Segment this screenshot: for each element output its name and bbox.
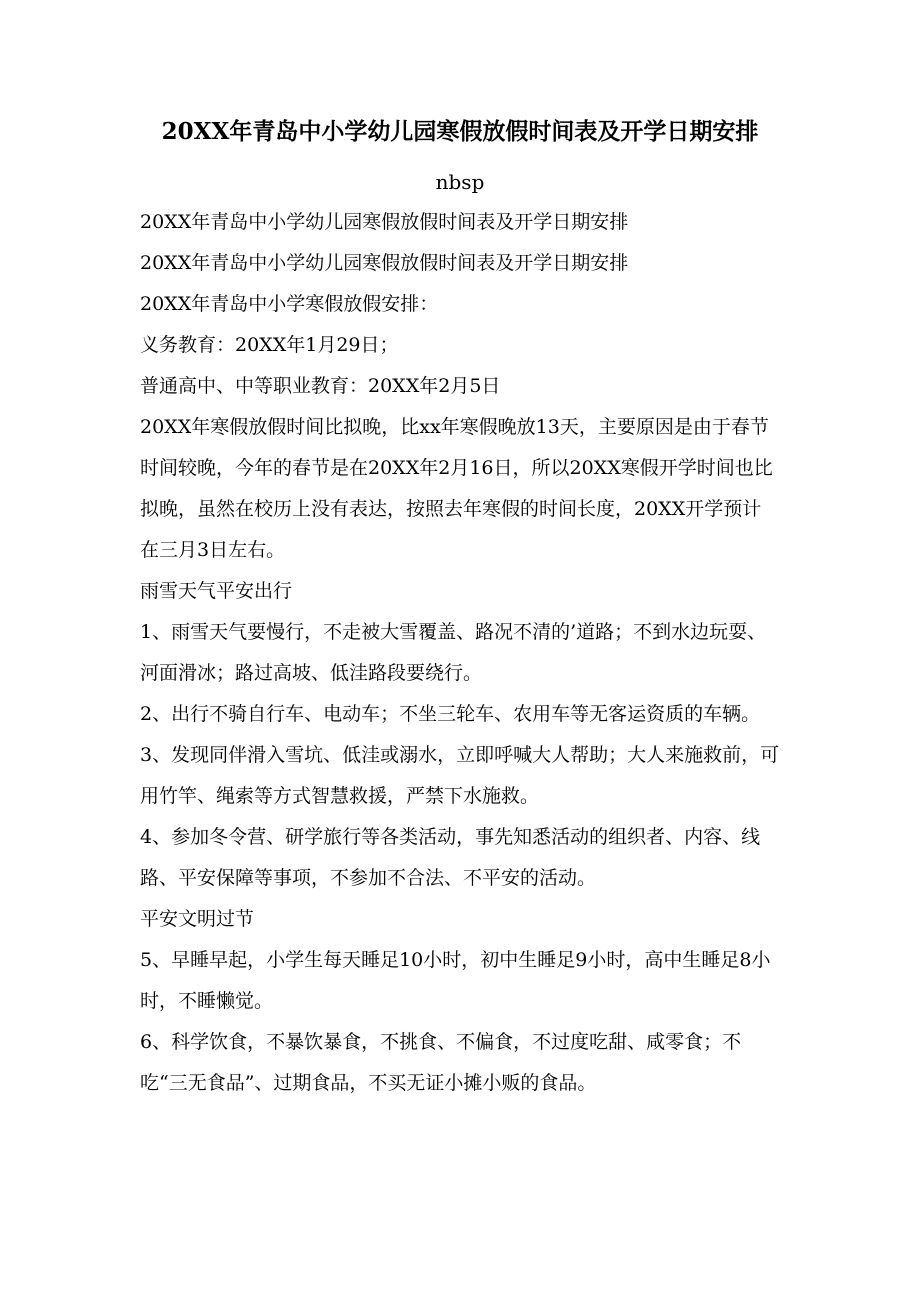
list-item-5: 5、早睡早起，小学生每天睡足10小时，初中生睡足9小时，高中生睡足8小时，不睡懒觉。 [140,949,771,1012]
document-body [140,202,780,1104]
paragraph-repeat-title-2: 20XX年青岛中小学幼儿园寒假放假时间表及开学日期安排 [140,252,629,274]
section-heading-travel-safety: 雨雪天气平安出行 [140,580,293,602]
list-item-6: 6、科学饮食，不暴饮暴食，不挑食、不偏食，不过度吃甜、咸零食；不吃“三无食品”、过期食品，不买无证小摊小贩的食品。 [140,1031,742,1094]
paragraph-schedule-heading: 20XX年青岛中小学寒假放假安排： [140,293,439,315]
list-item-4: 4、参加冬令营、研学旅行等各类活动，事先知悉活动的组织者、内容、线路、平安保障等事项，不参加不合法、不平安的活动。 [140,826,761,889]
paragraph-compulsory-education: 义务教育：20XX年1月29日； [140,334,399,356]
list-item-1: 1、雨雪天气要慢行，不走被大雪覆盖、路况不清的’道路；不到水边玩耍、河面滑冰；路过高坡、低洼路段要绕行。 [140,621,767,684]
paragraph-repeat-title-1: 20XX年青岛中小学幼儿园寒假放假时间表及开学日期安排 [140,211,629,233]
document-subtitle: nbsp [435,170,485,194]
document-title: 20XX年青岛中小学幼儿园寒假放假时间表及开学日期安排 [161,118,759,145]
paragraph-high-school: 普通高中、中等职业教育：20XX年2月5日 [140,375,501,397]
section-heading-holiday-safety: 平安文明过节 [140,908,255,930]
list-item-3: 3、发现同伴滑入雪坑、低洼或溺水，立即呼喊大人帮助；大人来施救前，可用竹竿、绳索等方式智慧救援，严禁下水施救。 [140,744,780,807]
paragraph-explanation: 20XX年寒假放假时间比拟晚，比xx年寒假晚放13天，主要原因是由于春节时间较晚，今年的春节是在20XX年2月16日，所以20XX寒假开学时间也比拟晚，虽然在校历上没有表达，按照去年寒假的时间长度，20XX开学预计在三月3日左右。 [140,416,773,561]
list-item-2: 2、出行不骑自行车、电动车；不坐三轮车、农用车等无客运资质的车辆。 [140,703,761,725]
